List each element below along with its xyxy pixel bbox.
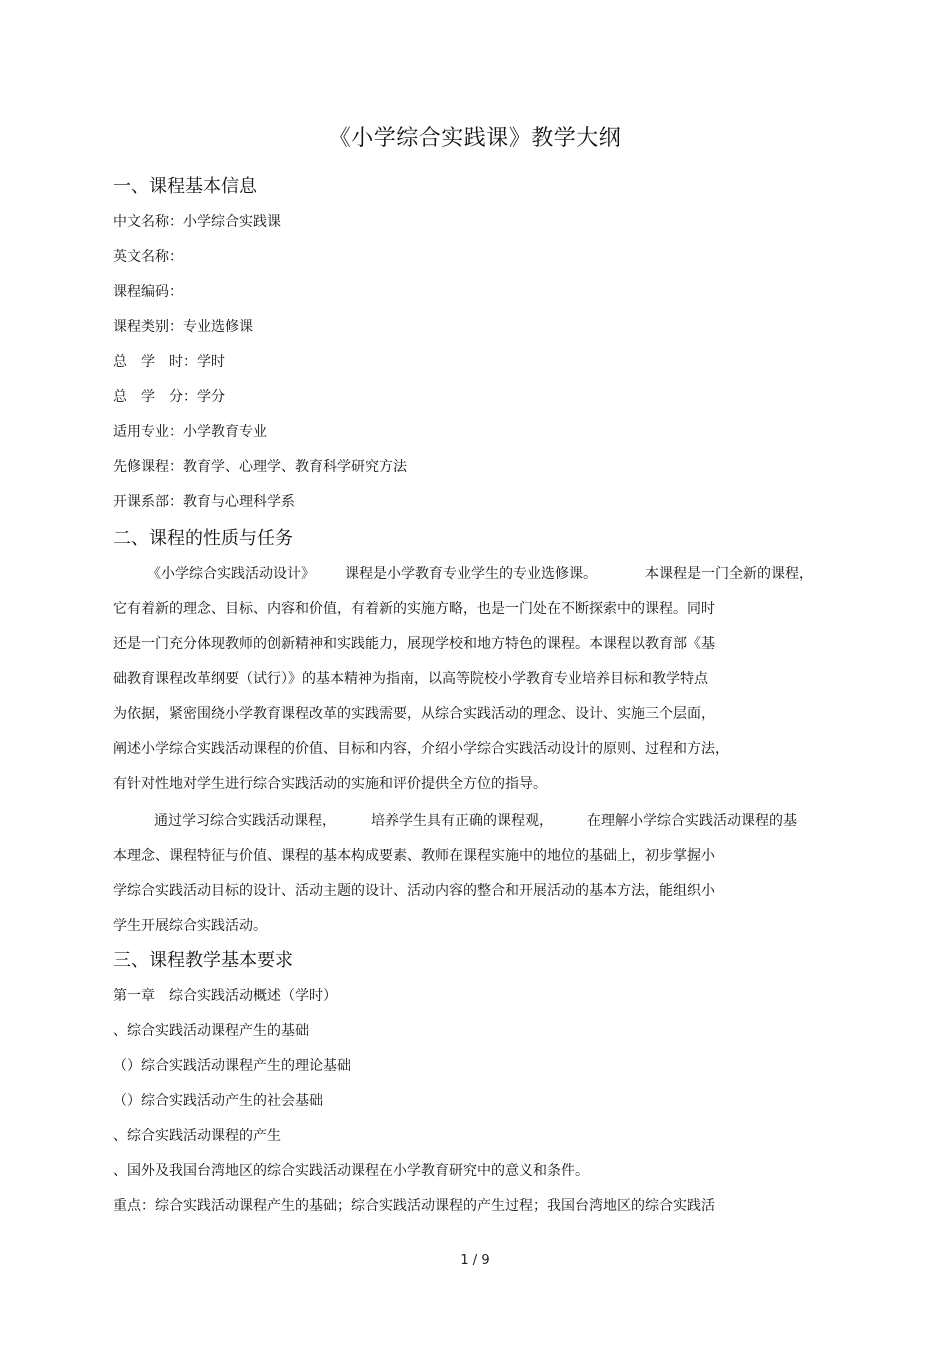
outline-item: 、综合实践活动课程产生的基础 — [113, 1023, 309, 1039]
para2-segment: 培养学生具有正确的课程观， — [371, 813, 553, 829]
paragraph-line: 础教育课程改革纲要（试行）》的基本精神为指南，以高等院校小学教育专业培养目标和教学特点 — [113, 671, 708, 687]
key-points-line: 重点：综合实践活动课程产生的基础；综合实践活动课程的产生过程；我国台湾地区的综合实践活 — [113, 1198, 715, 1214]
page-number: 1 / 9 — [460, 1253, 490, 1268]
info-course-category: 课程类别：专业选修课 — [113, 319, 253, 335]
info-chinese-name: 中文名称：小学综合实践课 — [113, 214, 281, 230]
outline-item: 、国外及我国台湾地区的综合实践活动课程在小学教育研究中的意义和条件。 — [113, 1163, 589, 1179]
outline-item: 、综合实践活动课程的产生 — [113, 1128, 281, 1144]
paragraph-line: 还是一门充分体现教师的创新精神和实践能力，展现学校和地方特色的课程。本课程以教育部《基 — [113, 636, 715, 652]
para1-segment: 本课程是一门全新的课程， — [645, 566, 813, 582]
paragraph-line: 有针对性地对学生进行综合实践活动的实施和评价提供全方位的指导。 — [113, 776, 547, 792]
para1-segment: 《小学综合实践活动设计》 — [147, 566, 315, 582]
para2-segment: 通过学习综合实践活动课程， — [154, 813, 336, 829]
paragraph-line: 本理念、课程特征与价值、课程的基本构成要素、教师在课程实施中的地位的基础上，初步掌握小 — [113, 848, 715, 864]
info-applicable-major: 适用专业：小学教育专业 — [113, 424, 267, 440]
info-course-code: 课程编码： — [113, 284, 183, 300]
section-heading-teaching-requirements: 三、课程教学基本要求 — [113, 950, 293, 971]
paragraph-line: 为依据，紧密围绕小学教育课程改革的实践需要，从综合实践活动的理念、设计、实施三个层面， — [113, 706, 715, 722]
section-heading-nature-tasks: 二、课程的性质与任务 — [113, 528, 293, 549]
para2-segment: 在理解小学综合实践活动课程的基 — [587, 813, 797, 829]
para1-segment: 课程是小学教育专业学生的专业选修课。 — [345, 566, 597, 582]
info-prerequisites: 先修课程：教育学、心理学、教育科学研究方法 — [113, 459, 407, 475]
paragraph-line: 学生开展综合实践活动。 — [113, 918, 267, 934]
chapter-heading: 第一章 综合实践活动概述（学时） — [113, 988, 337, 1004]
info-english-name: 英文名称： — [113, 249, 183, 265]
paragraph-line: 阐述小学综合实践活动课程的价值、目标和内容，介绍小学综合实践活动设计的原则、过程和方法， — [113, 741, 729, 757]
info-total-credits: 总 学 分：学分 — [113, 389, 225, 405]
paragraph-line: 学综合实践活动目标的设计、活动主题的设计、活动内容的整合和开展活动的基本方法，能组织小 — [113, 883, 715, 899]
outline-subitem: （）综合实践活动产生的社会基础 — [113, 1093, 323, 1109]
section-heading-basic-info: 一、课程基本信息 — [113, 176, 257, 197]
info-total-hours: 总 学 时：学时 — [113, 354, 225, 370]
info-department: 开课系部：教育与心理科学系 — [113, 494, 295, 510]
paragraph-line: 它有着新的理念、目标、内容和价值，有着新的实施方略，也是一门处在不断探索中的课程。同时 — [113, 601, 715, 617]
document-title: 《小学综合实践课》教学大纲 — [328, 126, 622, 151]
outline-subitem: （）综合实践活动课程产生的理论基础 — [113, 1058, 351, 1074]
